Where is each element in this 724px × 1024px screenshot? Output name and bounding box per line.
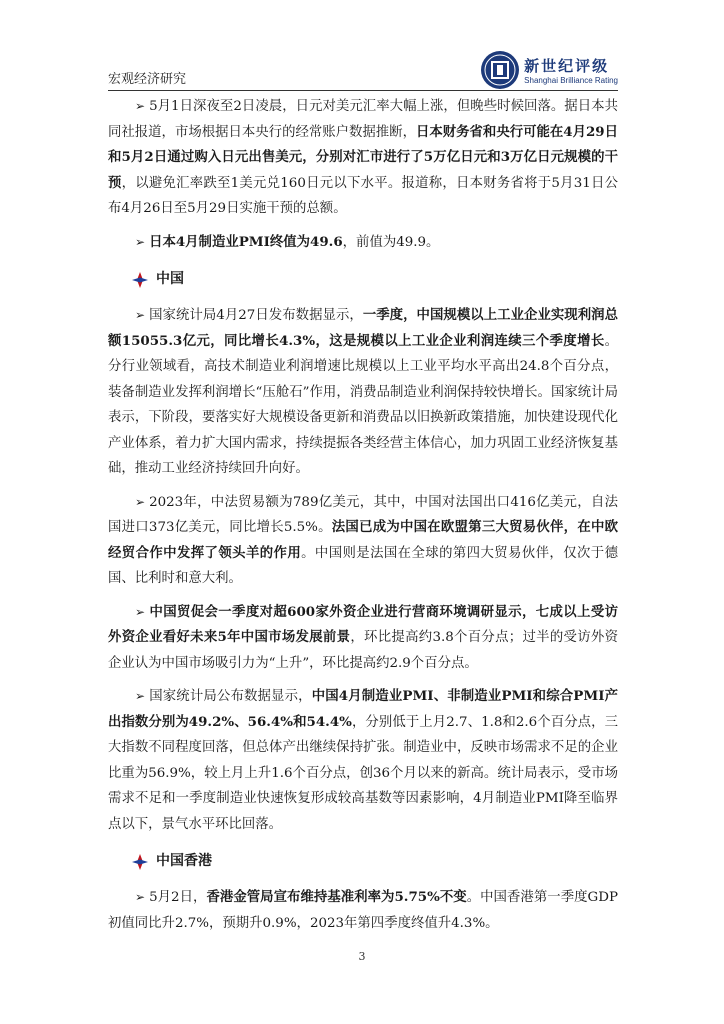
paragraph-hkma-rate: ➢ 5月2日，香港金管局宣布维持基准利率为5.75%不变。中国香港第一季度GDP初值同比升2.7%，预期升0.9%，2023年第四季度终值升4.3%。 xyxy=(108,889,618,931)
paragraph-china-france-trade: ➢ 2023年，中法贸易额为789亿美元，其中，中国对法国出口416亿美元，自法国进口373亿美元，同比增长5.5%。法国已成为中国在欧盟第三大贸易伙伴，在中欧经贸合作中发挥了领头羊的作用。中国则是法国在全球的第四大贸易伙伴，仅次于德国、比利时和意大利。 xyxy=(108,494,619,586)
paragraph-china-pmi: ➢ 国家统计局公布数据显示，中国4月制造业PMI、非制造业PMI和综合PMI产出指数分别为49.2%、56.4%和54.4%，分别低于上月2.7、1.8和2.6个百分点，三大指数不同程度回落，但总体产出继续保持扩张。制造业中，反映市场需求不足的企业比重为56.9%，较上月上升1.6个百分点，创36个月以来的新高。统计局表示，受市场需求不足和一季度制造业快速恢复形成较高基数等因素影响，4月制造业PMI降至临界点以下，景气水平环比回落。 xyxy=(108,688,618,832)
company-logo xyxy=(480,50,618,90)
logo-chinese-name: 新世纪评级 xyxy=(524,57,610,75)
paragraph-japan-pmi: ➢ 日本4月制造业PMI终值为49.6，前值为49.9。 xyxy=(135,233,440,250)
paragraph-yen-intervention: ➢ 5月1日深夜至2日凌晨，日元对美元汇率大幅上涨，但晚些时候回落。据日本共同社报道，市场根据日本央行的经常账户数据推断，日本财务省和央行可能在4月29日和5月2日通过购入日元出售美元，分别对汇市进行了5万亿日元和3万亿日元规模的干预，以避免汇率跌至1美元兑160日元以下水平。报道称，日本财务省将于5月31日公布4月26日至5月29日实施干预的总额。 xyxy=(108,99,619,216)
company-logo-icon xyxy=(480,50,520,90)
diamond-marker-icon xyxy=(130,272,150,288)
section-heading-text: 中国香港 xyxy=(156,853,212,870)
section-label: 宏观经济研究 xyxy=(108,72,187,87)
section-heading-hong-kong xyxy=(108,849,618,875)
section-heading-text: 中国 xyxy=(156,271,184,288)
arrow-bullet-icon: ➢ xyxy=(135,234,146,249)
paragraph-industrial-profits: ➢ 国家统计局4月27日发布数据显示，一季度，中国规模以上工业企业实现利润总额15055.3亿元，同比增长4.3%，这是规模以上工业企业利润连续三个季度增长。分行业领域看，高技术制造业利润增速比规模以上工业平均水平高出24.8个百分点，装备制造业发挥利润增长“压舱石”作用，消费品制造业利润保持较快增长。国家统计局表示，下阶段，要落实好大规模设备更新和消费品以旧换新政策措施，加快建设现代化产业体系，着力扩大国内需求，持续提振各类经营主体信心，加力巩固工业经济恢复基础，推动工业经济持续回升向好。 xyxy=(108,307,618,476)
logo-english-name: Shanghai Brilliance Rating xyxy=(524,76,618,85)
paragraph-foreign-enterprise-survey: ➢ 中国贸促会一季度对超600家外资企业进行营商环境调研显示，七成以上受访外资企业看好未来5年中国市场发展前景，环比提高约3.8个百分点；过半的受访外资企业认为中国市场吸引力为“上升”，环比提高约2.9个百分点。 xyxy=(108,603,618,671)
header-divider xyxy=(108,90,618,91)
arrow-bullet-icon: ➢ xyxy=(135,308,146,322)
page-header xyxy=(108,50,618,90)
diamond-marker-icon xyxy=(130,854,150,870)
report-body xyxy=(108,94,618,936)
arrow-bullet-icon: ➢ xyxy=(135,689,146,703)
arrow-bullet-icon: ➢ xyxy=(135,494,146,509)
arrow-bullet-icon: ➢ xyxy=(135,604,146,619)
arrow-bullet-icon: ➢ xyxy=(135,99,146,113)
section-heading-china xyxy=(108,267,618,293)
arrow-bullet-icon: ➢ xyxy=(135,890,146,904)
page-number: 3 xyxy=(358,950,366,963)
